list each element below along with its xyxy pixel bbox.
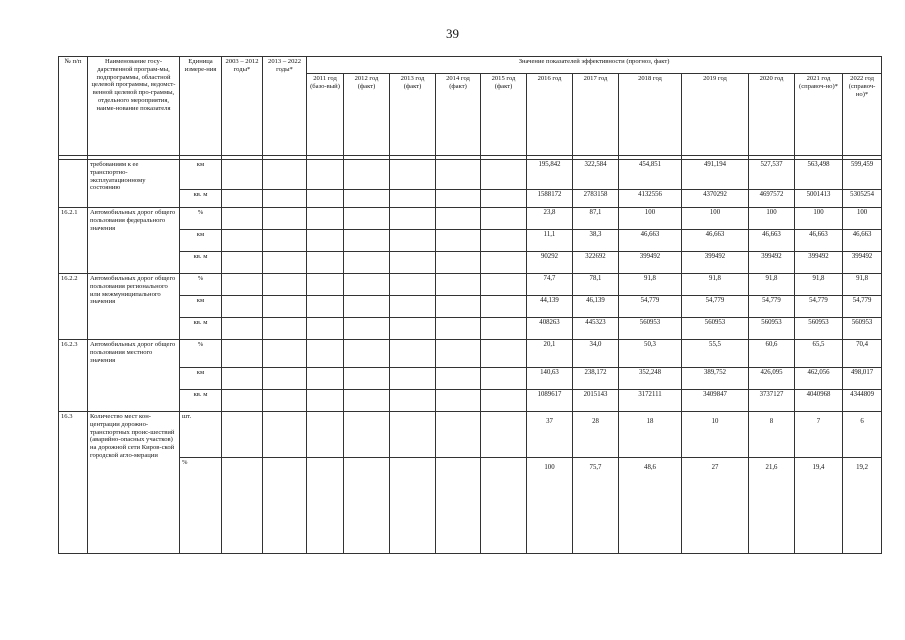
value-cell: [390, 274, 436, 296]
value-cell: [344, 190, 390, 208]
value-cell: 4344809: [843, 390, 882, 412]
value-cell: [344, 368, 390, 390]
period-cell: [263, 208, 307, 230]
value-cell: 100: [749, 208, 795, 230]
table-row: [59, 368, 882, 390]
value-cell: 100: [619, 208, 682, 230]
value-cell: [481, 458, 527, 554]
period-cell: [222, 390, 263, 412]
period-cell: [222, 412, 263, 458]
header-year: 2011 год (базо-вый): [307, 74, 344, 156]
value-cell: 3172111: [619, 390, 682, 412]
value-cell: 527,537: [749, 160, 795, 190]
value-cell: 4132556: [619, 190, 682, 208]
value-cell: [390, 458, 436, 554]
table-row: [59, 230, 882, 252]
value-cell: [436, 368, 481, 390]
value-cell: 462,056: [795, 368, 843, 390]
value-cell: [344, 208, 390, 230]
value-cell: [307, 458, 344, 554]
value-cell: 322,584: [573, 160, 619, 190]
period-cell: [263, 274, 307, 296]
value-cell: [481, 390, 527, 412]
value-cell: 599,459: [843, 160, 882, 190]
value-cell: 560953: [795, 318, 843, 340]
value-cell: [436, 230, 481, 252]
value-cell: [344, 274, 390, 296]
period-cell: [263, 390, 307, 412]
value-cell: [436, 318, 481, 340]
header-2003-2012: 2003 – 2012 годы*: [222, 57, 263, 156]
period-cell: [222, 340, 263, 368]
value-cell: 74,7: [527, 274, 573, 296]
header-year: 2014 год (факт): [436, 74, 481, 156]
unit-cell: км: [180, 296, 222, 318]
header-num: № п/п: [59, 57, 88, 156]
period-cell: [222, 230, 263, 252]
value-cell: 408263: [527, 318, 573, 340]
value-cell: [436, 208, 481, 230]
value-cell: 445323: [573, 318, 619, 340]
unit-cell: км: [180, 368, 222, 390]
value-cell: [390, 412, 436, 458]
table-row: [59, 458, 882, 554]
value-cell: [344, 458, 390, 554]
value-cell: 60,6: [749, 340, 795, 368]
value-cell: [307, 412, 344, 458]
value-cell: [481, 340, 527, 368]
row-number: 16.2.1: [59, 208, 88, 274]
value-cell: 4370292: [682, 190, 749, 208]
value-cell: 37: [527, 412, 573, 458]
value-cell: 46,663: [749, 230, 795, 252]
value-cell: 1089617: [527, 390, 573, 412]
value-cell: 20,1: [527, 340, 573, 368]
value-cell: 389,752: [682, 368, 749, 390]
table-row: [59, 274, 882, 296]
value-cell: 399492: [682, 252, 749, 274]
value-cell: 5305254: [843, 190, 882, 208]
value-cell: 3409847: [682, 390, 749, 412]
value-cell: 91,8: [795, 274, 843, 296]
value-cell: [436, 252, 481, 274]
value-cell: 90292: [527, 252, 573, 274]
header-year: 2016 год: [527, 74, 573, 156]
period-cell: [222, 274, 263, 296]
value-cell: [481, 252, 527, 274]
value-cell: [307, 318, 344, 340]
header-group: Значение показателей эффективности (прогноз, факт): [307, 57, 882, 74]
value-cell: 8: [749, 412, 795, 458]
value-cell: [307, 230, 344, 252]
table-row: [59, 318, 882, 340]
indicator-name: Количество мест кон-центрации дорожно-транспортных проис-шествий (аварийно-опасных участков) на дорожной сети Киров-ской городской агло-мерации: [88, 412, 180, 554]
value-cell: [481, 160, 527, 190]
value-cell: [436, 458, 481, 554]
row-number: 16.2.3: [59, 340, 88, 412]
table-row: [59, 252, 882, 274]
period-cell: [263, 190, 307, 208]
value-cell: [481, 368, 527, 390]
value-cell: [344, 390, 390, 412]
unit-cell: кв. м: [180, 318, 222, 340]
value-cell: [481, 190, 527, 208]
value-cell: [390, 230, 436, 252]
header-year: 2013 год (факт): [390, 74, 436, 156]
value-cell: [307, 340, 344, 368]
value-cell: [344, 160, 390, 190]
value-cell: 46,139: [573, 296, 619, 318]
value-cell: 44,139: [527, 296, 573, 318]
value-cell: [481, 296, 527, 318]
value-cell: 5001413: [795, 190, 843, 208]
indicators-table: [58, 56, 882, 554]
value-cell: [390, 390, 436, 412]
value-cell: [481, 208, 527, 230]
period-cell: [263, 252, 307, 274]
value-cell: [344, 340, 390, 368]
header-year: 2019 год: [682, 74, 749, 156]
period-cell: [222, 208, 263, 230]
header-year: 2018 год: [619, 74, 682, 156]
unit-cell: кв. м: [180, 390, 222, 412]
period-cell: [263, 296, 307, 318]
period-cell: [222, 190, 263, 208]
value-cell: 91,8: [749, 274, 795, 296]
value-cell: 399492: [843, 252, 882, 274]
header-name: Наименование госу-дарственной програм-мы, подпрограммы, областной целевой программы, ведомст-венной целевой про-граммы, отдельного мероприятия, наиме-нование показателя: [88, 57, 180, 156]
table-row: [59, 160, 882, 190]
value-cell: [307, 368, 344, 390]
value-cell: [436, 412, 481, 458]
value-cell: [390, 160, 436, 190]
value-cell: [344, 296, 390, 318]
value-cell: 399492: [619, 252, 682, 274]
value-cell: 100: [527, 458, 573, 554]
row-number: 16.2.2: [59, 274, 88, 340]
value-cell: 46,663: [843, 230, 882, 252]
value-cell: 70,4: [843, 340, 882, 368]
table-row: [59, 412, 882, 458]
value-cell: 560953: [619, 318, 682, 340]
value-cell: 46,663: [682, 230, 749, 252]
unit-cell: шт.: [180, 412, 222, 458]
value-cell: 560953: [749, 318, 795, 340]
period-cell: [222, 318, 263, 340]
value-cell: 54,779: [749, 296, 795, 318]
unit-cell: %: [180, 458, 222, 554]
value-cell: [344, 230, 390, 252]
value-cell: [307, 274, 344, 296]
value-cell: 54,779: [843, 296, 882, 318]
value-cell: [390, 318, 436, 340]
value-cell: 6: [843, 412, 882, 458]
period-cell: [222, 296, 263, 318]
header-unit: Единица измере-ния: [180, 57, 222, 156]
value-cell: 54,779: [795, 296, 843, 318]
value-cell: [390, 368, 436, 390]
value-cell: 3737127: [749, 390, 795, 412]
value-cell: 1588172: [527, 190, 573, 208]
value-cell: 100: [795, 208, 843, 230]
value-cell: 4697572: [749, 190, 795, 208]
value-cell: 19,2: [843, 458, 882, 554]
value-cell: 454,851: [619, 160, 682, 190]
table-row: [59, 296, 882, 318]
value-cell: 399492: [749, 252, 795, 274]
value-cell: 23,8: [527, 208, 573, 230]
table-row: [59, 390, 882, 412]
period-cell: [263, 340, 307, 368]
value-cell: 560953: [682, 318, 749, 340]
value-cell: [436, 190, 481, 208]
value-cell: 54,779: [619, 296, 682, 318]
value-cell: [390, 296, 436, 318]
value-cell: 4040968: [795, 390, 843, 412]
period-cell: [263, 160, 307, 190]
header-year: 2017 год: [573, 74, 619, 156]
value-cell: 27: [682, 458, 749, 554]
value-cell: 46,663: [619, 230, 682, 252]
header-year: 2020 год: [749, 74, 795, 156]
value-cell: 55,5: [682, 340, 749, 368]
value-cell: [307, 296, 344, 318]
value-cell: [390, 252, 436, 274]
unit-cell: км: [180, 160, 222, 190]
value-cell: [481, 230, 527, 252]
table-row: [59, 190, 882, 208]
value-cell: 50,3: [619, 340, 682, 368]
value-cell: 28: [573, 412, 619, 458]
value-cell: [390, 340, 436, 368]
row-number: 16.3: [59, 412, 88, 554]
value-cell: 19,4: [795, 458, 843, 554]
value-cell: 399492: [795, 252, 843, 274]
value-cell: 352,248: [619, 368, 682, 390]
unit-cell: %: [180, 208, 222, 230]
value-cell: 38,3: [573, 230, 619, 252]
value-cell: [481, 318, 527, 340]
value-cell: 11,1: [527, 230, 573, 252]
header-2013-2022: 2013 – 2022 годы*: [263, 57, 307, 156]
value-cell: [436, 274, 481, 296]
unit-cell: км: [180, 230, 222, 252]
value-cell: 140,63: [527, 368, 573, 390]
table-row: [59, 340, 882, 368]
value-cell: 238,172: [573, 368, 619, 390]
value-cell: 91,8: [619, 274, 682, 296]
value-cell: [390, 190, 436, 208]
period-cell: [222, 458, 263, 554]
value-cell: 2015143: [573, 390, 619, 412]
value-cell: [436, 340, 481, 368]
row-number: [59, 160, 88, 208]
value-cell: [481, 412, 527, 458]
unit-cell: %: [180, 274, 222, 296]
period-cell: [263, 230, 307, 252]
indicator-name: требованиям к ее транспортно-эксплуатационному состоянию: [88, 160, 180, 208]
value-cell: [390, 208, 436, 230]
header-year: 2021 год (справоч-но)*: [795, 74, 843, 156]
value-cell: 560953: [843, 318, 882, 340]
value-cell: 563,498: [795, 160, 843, 190]
unit-cell: кв. м: [180, 190, 222, 208]
unit-cell: кв. м: [180, 252, 222, 274]
page-number: 39: [446, 26, 459, 41]
value-cell: [344, 412, 390, 458]
value-cell: 426,095: [749, 368, 795, 390]
value-cell: 100: [843, 208, 882, 230]
value-cell: 7: [795, 412, 843, 458]
value-cell: 10: [682, 412, 749, 458]
value-cell: 75,7: [573, 458, 619, 554]
value-cell: 54,779: [682, 296, 749, 318]
value-cell: [344, 318, 390, 340]
table-row: [59, 208, 882, 230]
value-cell: 91,8: [843, 274, 882, 296]
period-cell: [263, 412, 307, 458]
value-cell: 322692: [573, 252, 619, 274]
period-cell: [222, 368, 263, 390]
indicator-name: Автомобильных дорог общего пользования местного значения: [88, 340, 180, 412]
value-cell: 91,8: [682, 274, 749, 296]
value-cell: [436, 160, 481, 190]
value-cell: 78,1: [573, 274, 619, 296]
value-cell: [307, 190, 344, 208]
value-cell: 100: [682, 208, 749, 230]
value-cell: 65,5: [795, 340, 843, 368]
value-cell: 2783158: [573, 190, 619, 208]
value-cell: [344, 252, 390, 274]
period-cell: [263, 318, 307, 340]
value-cell: [436, 390, 481, 412]
value-cell: [436, 296, 481, 318]
value-cell: [307, 252, 344, 274]
value-cell: 195,842: [527, 160, 573, 190]
header-year: 2012 год (факт): [344, 74, 390, 156]
period-cell: [263, 458, 307, 554]
period-cell: [222, 252, 263, 274]
value-cell: [481, 274, 527, 296]
value-cell: [307, 208, 344, 230]
value-cell: 48,6: [619, 458, 682, 554]
value-cell: 21,6: [749, 458, 795, 554]
period-cell: [222, 160, 263, 190]
header-year: 2022 год (справоч-но)*: [843, 74, 882, 156]
value-cell: 491,194: [682, 160, 749, 190]
unit-cell: %: [180, 340, 222, 368]
indicator-name: Автомобильных дорог общего пользования федерального значения: [88, 208, 180, 274]
value-cell: 18: [619, 412, 682, 458]
period-cell: [263, 368, 307, 390]
value-cell: [307, 160, 344, 190]
value-cell: 87,1: [573, 208, 619, 230]
value-cell: 498,017: [843, 368, 882, 390]
value-cell: [307, 390, 344, 412]
value-cell: 46,663: [795, 230, 843, 252]
value-cell: 34,0: [573, 340, 619, 368]
header-year: 2015 год (факт): [481, 74, 527, 156]
indicator-name: Автомобильных дорог общего пользования регионального или межмуниципального значения: [88, 274, 180, 340]
